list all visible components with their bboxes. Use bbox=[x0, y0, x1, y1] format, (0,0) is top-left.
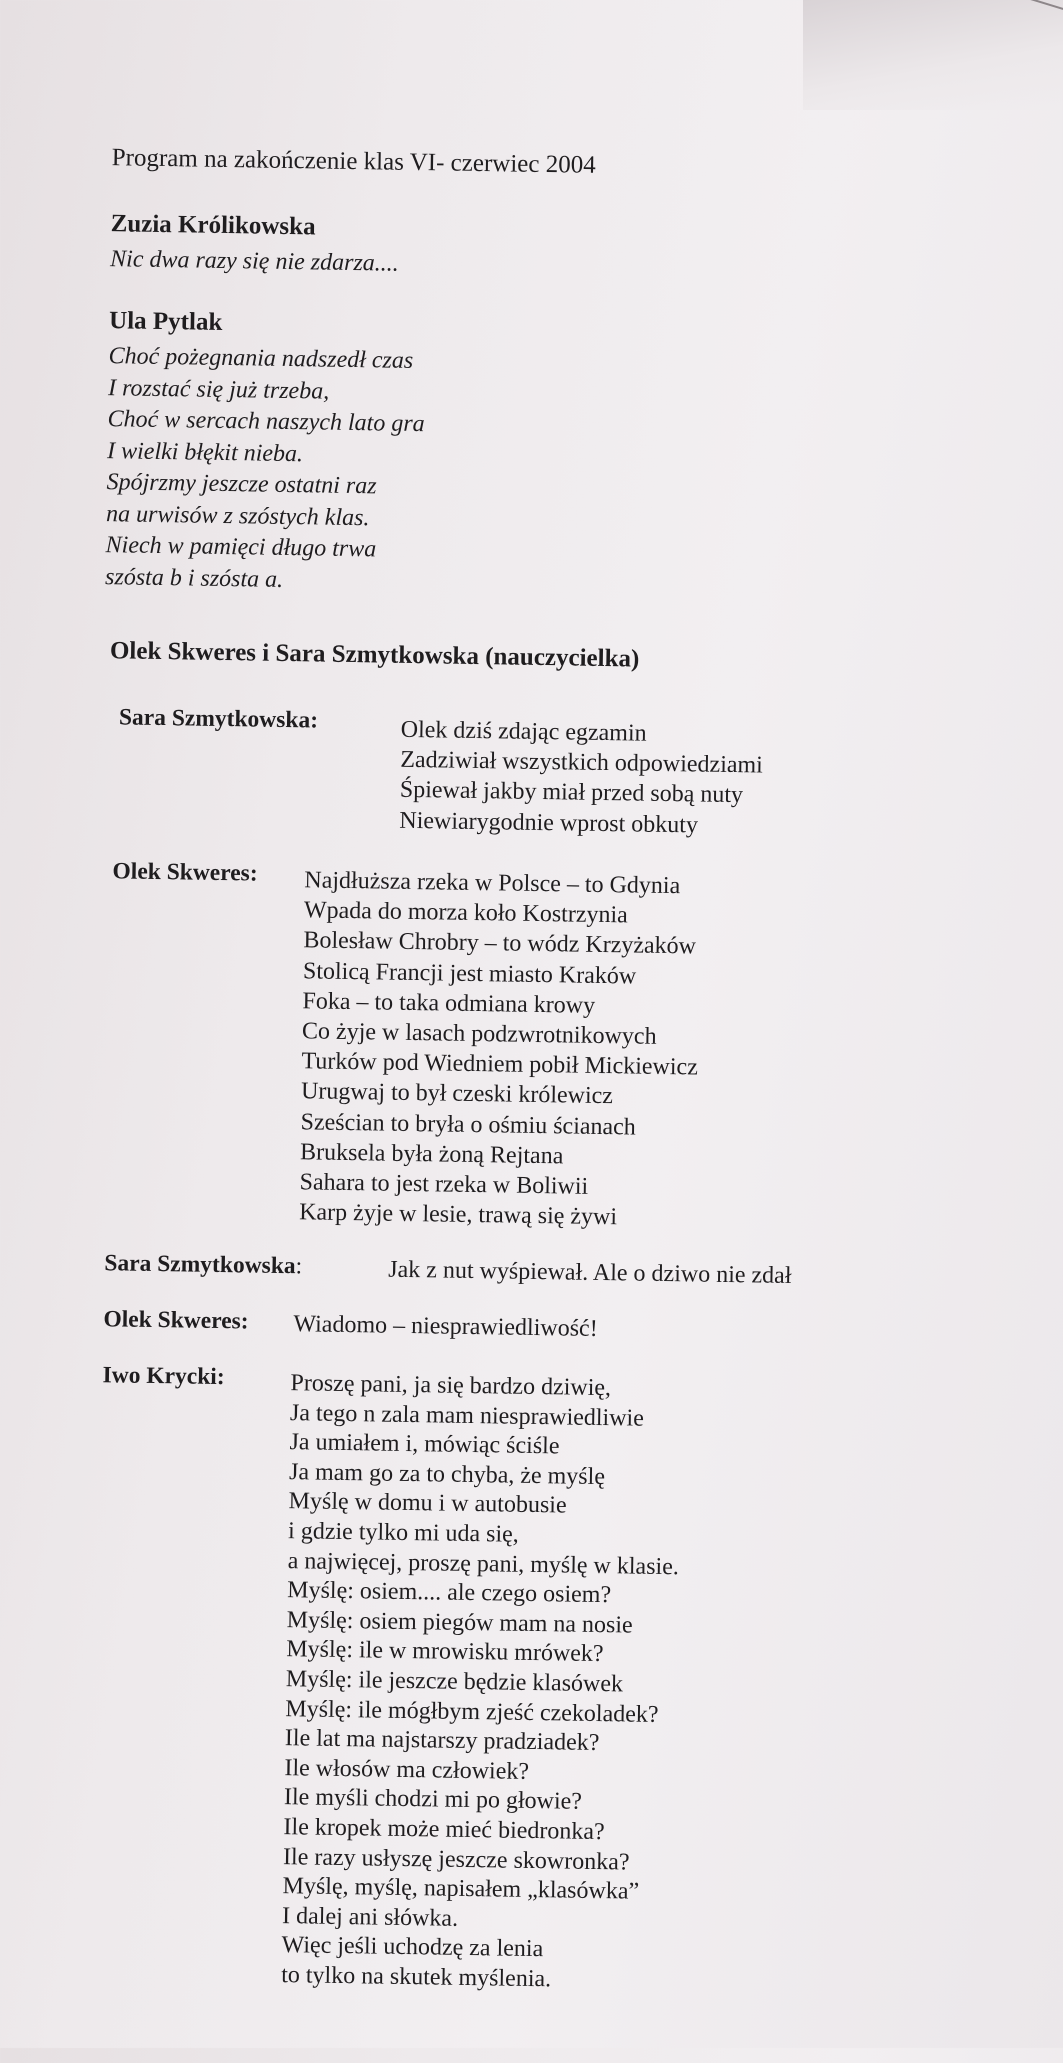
dialogue-line: Więc jeśli uchodzę za lenia bbox=[281, 1932, 544, 1963]
verse-line: Niech w pamięci długo trwa bbox=[105, 532, 377, 563]
dialogue-line: Olek dziś zdając egzamin bbox=[400, 716, 647, 747]
dialogue-line: i gdzie tylko mi uda się, bbox=[287, 1518, 519, 1548]
dialogue-line: Karp żyje w lesie, trawą się żywi bbox=[298, 1199, 618, 1231]
dialogue-line: I dalej ani słówka. bbox=[281, 1902, 459, 1932]
poem-stanza bbox=[105, 341, 426, 598]
document-title: Program na zakończenie klas VI- czerwiec 2004 bbox=[111, 144, 596, 179]
verse-line: szósta b i szósta a. bbox=[104, 563, 284, 593]
speaker-colon: : bbox=[295, 1253, 303, 1280]
verse-line: Choć pożegnania nadszedł czas bbox=[108, 343, 414, 374]
dialogue-line: Myślę: ile w mrowisku mrówek? bbox=[286, 1636, 604, 1668]
speaker-label: Sara Szmytkowska: bbox=[118, 704, 319, 734]
dialogue-line: Ile włosów ma człowiek? bbox=[284, 1754, 530, 1785]
dialogue-line: Co żyje w lasach podzwrotnikowych bbox=[301, 1018, 657, 1050]
dialogue-line: Ile myśli chodzi mi po głowie? bbox=[283, 1784, 583, 1816]
verse-line: Spójrzmy jeszcze ostatni raz bbox=[106, 469, 377, 500]
dialogue-line: Turków pod Wiedniem pobił Mickiewicz bbox=[301, 1048, 699, 1081]
dialogue-line: Ile kropek może mieć biedronka? bbox=[283, 1813, 605, 1846]
dialogue-line: Wpada do morza koło Kostrzynia bbox=[303, 897, 628, 929]
dialogue-line: a najwięcej, proszę pani, myślę w klasie. bbox=[287, 1547, 680, 1580]
dialogue-line: Zadziwiał wszystkich odpowiedziami bbox=[400, 746, 764, 779]
dialogue-line: Sahara to jest rzeka w Boliwii bbox=[299, 1169, 589, 1200]
dialogue-lines bbox=[281, 1369, 682, 1997]
dialogue-line: Proszę pani, ja się bardzo dziwię, bbox=[290, 1370, 612, 1402]
speaker-label: Olek Skweres: bbox=[112, 858, 258, 887]
dialogue-line: Niewiarygodnie wprost obkuty bbox=[399, 807, 699, 839]
performer-name: Ula Pytlak bbox=[108, 307, 223, 336]
verse-line: na urwisów z szóstych klas. bbox=[105, 500, 370, 531]
performer-name: Zuzia Królikowska bbox=[110, 210, 316, 241]
dialogue-line: Ja tego n zala mam niesprawiedliwie bbox=[289, 1399, 645, 1432]
dialogue-line: Myślę: ile jeszcze będzie klasówek bbox=[285, 1666, 624, 1698]
dialogue-lines bbox=[399, 715, 763, 841]
dialogue-line: Myślę w domu i w autobusie bbox=[288, 1488, 567, 1519]
poem-line bbox=[110, 244, 399, 280]
dialogue-line: Wiadomo – niesprawiedliwość! bbox=[293, 1311, 598, 1342]
dialogue-line: Ja mam go za to chyba, że myślę bbox=[288, 1458, 606, 1490]
speaker-label: Olek Skweres: bbox=[103, 1306, 249, 1335]
dialogue-line: Myślę: osiem piegów mam na nosie bbox=[286, 1606, 633, 1639]
dialogue-line: Ile lat ma najstarszy pradziadek? bbox=[284, 1725, 600, 1757]
speaker-name: Sara Szmytkowska bbox=[104, 1250, 296, 1280]
dialogue-line: to tylko na skutek myślenia. bbox=[280, 1961, 552, 1993]
dialogue-line: Bruksela była żoną Rejtana bbox=[299, 1139, 564, 1170]
dialogue-line: Jak z nut wyśpiewał. Ale o dziwo nie zdał bbox=[388, 1256, 792, 1289]
dialogue-line: Śpiewał jakby miał przed sobą nuty bbox=[399, 777, 744, 809]
verse-line: Nic dwa razy się nie zdarza.... bbox=[109, 246, 399, 277]
verse-line: I wielki błękit nieba. bbox=[106, 437, 304, 467]
dialogue-line: Myślę: ile mógłbym zjeść czekoladek? bbox=[285, 1695, 659, 1728]
dialogue-line: Bolesław Chrobry – to wódz Krzyżaków bbox=[303, 927, 697, 960]
section-heading: Olek Skweres i Sara Szmytkowska (nauczycielka) bbox=[109, 637, 640, 673]
verse-line: Choć w sercach naszych lato gra bbox=[107, 406, 425, 438]
dialogue-line: Sześcian to bryła o ośmiu ścianach bbox=[300, 1108, 637, 1141]
dialogue-line: Foka – to taka odmiana krowy bbox=[302, 988, 596, 1019]
dialogue-line: Urugwaj to był czeski królewicz bbox=[300, 1078, 614, 1110]
dialogue-line: Myślę, myślę, napisałem „klasówka” bbox=[282, 1873, 640, 1905]
dialogue-line: Stolicą Francji jest miasto Kraków bbox=[302, 957, 637, 990]
dialogue-line: Najdłuższa rzeka w Polsce – to Gdynia bbox=[304, 867, 681, 900]
speaker-label: Iwo Krycki: bbox=[102, 1362, 225, 1391]
verse-line: I rozstać się już trzeba, bbox=[107, 374, 330, 405]
dialogue-lines bbox=[299, 865, 701, 1234]
dialogue-line: Ja umiałem i, mówiąc ściśle bbox=[289, 1429, 560, 1460]
dialogue-line: Myślę: osiem.... ale czego osiem? bbox=[287, 1577, 612, 1609]
dialogue-line: Ile razy usłyszę jeszcze skowronka? bbox=[282, 1843, 630, 1876]
speaker-label bbox=[104, 1250, 302, 1280]
